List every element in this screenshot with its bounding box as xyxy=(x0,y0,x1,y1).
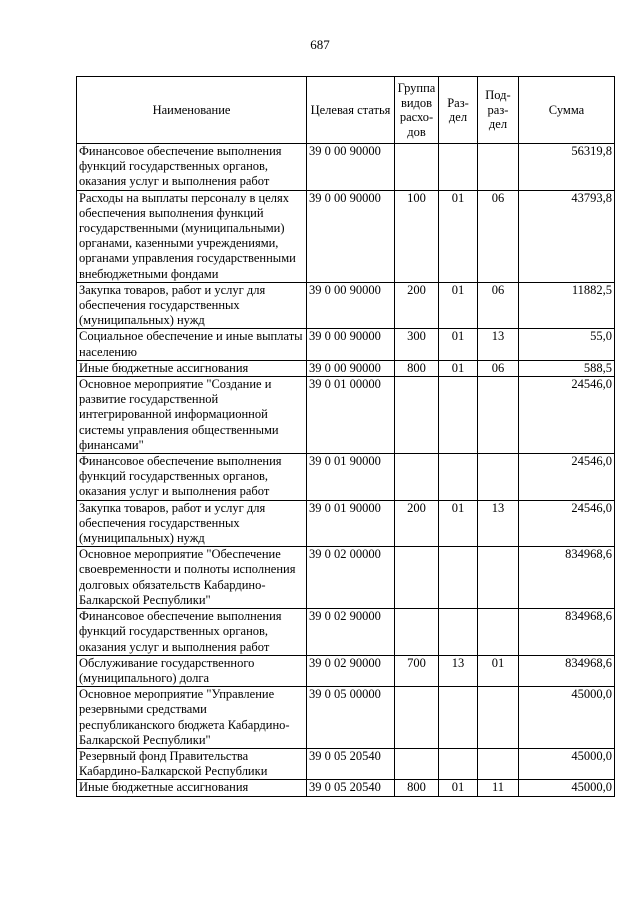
cell-subsection xyxy=(478,144,519,191)
cell-code: 39 0 00 90000 xyxy=(307,329,395,360)
cell-group: 300 xyxy=(395,329,439,360)
cell-group: 800 xyxy=(395,780,439,796)
cell-section: 01 xyxy=(439,500,478,547)
cell-name: Иные бюджетные ассигнования xyxy=(77,780,307,796)
cell-section xyxy=(439,609,478,656)
cell-name: Резервный фонд Правительства Кабардино-Балкарской Республики xyxy=(77,748,307,779)
cell-group xyxy=(395,377,439,454)
cell-section: 01 xyxy=(439,329,478,360)
header-section: Раз-дел xyxy=(439,77,478,144)
cell-subsection xyxy=(478,748,519,779)
cell-amount: 43793,8 xyxy=(519,190,615,282)
cell-amount: 45000,0 xyxy=(519,748,615,779)
table-row xyxy=(77,282,615,329)
cell-group: 100 xyxy=(395,190,439,282)
cell-name: Расходы на выплаты персоналу в целях обеспечения выполнения функций государственными (муниципальными) органами, казенными учреждениями, органами управления государственными внебюджетными фондами xyxy=(77,190,307,282)
header-row xyxy=(77,77,615,144)
table-row xyxy=(77,377,615,454)
table-row xyxy=(77,360,615,376)
table-row xyxy=(77,687,615,749)
cell-subsection: 01 xyxy=(478,655,519,686)
cell-group xyxy=(395,748,439,779)
cell-group xyxy=(395,454,439,501)
cell-code: 39 0 05 20540 xyxy=(307,780,395,796)
cell-code: 39 0 01 90000 xyxy=(307,454,395,501)
table-header xyxy=(77,77,615,144)
cell-amount: 11882,5 xyxy=(519,282,615,329)
cell-amount: 24546,0 xyxy=(519,377,615,454)
cell-group: 700 xyxy=(395,655,439,686)
table-body xyxy=(77,144,615,797)
cell-code: 39 0 01 90000 xyxy=(307,500,395,547)
cell-code: 39 0 01 00000 xyxy=(307,377,395,454)
header-group: Группа видов расхо-дов xyxy=(395,77,439,144)
cell-section xyxy=(439,547,478,609)
cell-subsection xyxy=(478,454,519,501)
cell-code: 39 0 00 90000 xyxy=(307,282,395,329)
cell-name: Закупка товаров, работ и услуг для обеспечения государственных (муниципальных) нужд xyxy=(77,500,307,547)
cell-section xyxy=(439,144,478,191)
table-row xyxy=(77,748,615,779)
cell-name: Закупка товаров, работ и услуг для обеспечения государственных (муниципальных) нужд xyxy=(77,282,307,329)
table-row xyxy=(77,329,615,360)
cell-subsection xyxy=(478,377,519,454)
cell-code: 39 0 02 90000 xyxy=(307,655,395,686)
cell-group: 800 xyxy=(395,360,439,376)
header-subsection: Под-раз-дел xyxy=(478,77,519,144)
cell-subsection xyxy=(478,687,519,749)
cell-subsection: 06 xyxy=(478,282,519,329)
cell-amount: 834968,6 xyxy=(519,655,615,686)
cell-name: Обслуживание государственного (муниципального) долга xyxy=(77,655,307,686)
cell-section xyxy=(439,454,478,501)
cell-amount: 45000,0 xyxy=(519,687,615,749)
cell-section xyxy=(439,687,478,749)
cell-subsection: 11 xyxy=(478,780,519,796)
cell-section xyxy=(439,377,478,454)
cell-subsection: 06 xyxy=(478,360,519,376)
header-name: Наименование xyxy=(77,77,307,144)
cell-section: 01 xyxy=(439,282,478,329)
cell-name: Финансовое обеспечение выполнения функций государственных органов, оказания услуг и выполнения работ xyxy=(77,454,307,501)
cell-code: 39 0 02 90000 xyxy=(307,609,395,656)
cell-amount: 834968,6 xyxy=(519,547,615,609)
table-row xyxy=(77,190,615,282)
cell-amount: 24546,0 xyxy=(519,454,615,501)
cell-amount: 56319,8 xyxy=(519,144,615,191)
cell-group xyxy=(395,609,439,656)
cell-name: Основное мероприятие "Создание и развитие государственной интегрированной информационной системы управления общественными финансами" xyxy=(77,377,307,454)
cell-amount: 45000,0 xyxy=(519,780,615,796)
table-row xyxy=(77,609,615,656)
cell-section: 01 xyxy=(439,780,478,796)
table-row xyxy=(77,500,615,547)
cell-section: 01 xyxy=(439,360,478,376)
header-code: Целевая статья xyxy=(307,77,395,144)
cell-code: 39 0 05 00000 xyxy=(307,687,395,749)
table-row xyxy=(77,780,615,796)
cell-section: 13 xyxy=(439,655,478,686)
cell-amount: 834968,6 xyxy=(519,609,615,656)
table-row xyxy=(77,144,615,191)
cell-code: 39 0 05 20540 xyxy=(307,748,395,779)
cell-code: 39 0 00 90000 xyxy=(307,360,395,376)
table-row xyxy=(77,655,615,686)
cell-amount: 588,5 xyxy=(519,360,615,376)
cell-name: Основное мероприятие "Управление резервными средствами республиканского бюджета Кабардино-Балкарской Республики" xyxy=(77,687,307,749)
cell-name: Финансовое обеспечение выполнения функций государственных органов, оказания услуг и выполнения работ xyxy=(77,144,307,191)
cell-code: 39 0 00 90000 xyxy=(307,190,395,282)
cell-name: Социальное обеспечение и иные выплаты населению xyxy=(77,329,307,360)
cell-group: 200 xyxy=(395,282,439,329)
cell-subsection xyxy=(478,609,519,656)
cell-group: 200 xyxy=(395,500,439,547)
cell-subsection xyxy=(478,547,519,609)
cell-section: 01 xyxy=(439,190,478,282)
cell-group xyxy=(395,547,439,609)
cell-section xyxy=(439,748,478,779)
cell-subsection: 13 xyxy=(478,500,519,547)
cell-code: 39 0 00 90000 xyxy=(307,144,395,191)
cell-name: Основное мероприятие "Обеспечение своевременности и полноты исполнения долговых обязательств Кабардино-Балкарской Республики" xyxy=(77,547,307,609)
cell-group xyxy=(395,687,439,749)
cell-name: Финансовое обеспечение выполнения функций государственных органов, оказания услуг и выполнения работ xyxy=(77,609,307,656)
cell-amount: 55,0 xyxy=(519,329,615,360)
cell-name: Иные бюджетные ассигнования xyxy=(77,360,307,376)
table-row xyxy=(77,454,615,501)
budget-table xyxy=(76,76,615,797)
table-row xyxy=(77,547,615,609)
header-amount: Сумма xyxy=(519,77,615,144)
cell-amount: 24546,0 xyxy=(519,500,615,547)
page-number: 687 xyxy=(310,37,330,52)
cell-subsection: 06 xyxy=(478,190,519,282)
cell-subsection: 13 xyxy=(478,329,519,360)
cell-group xyxy=(395,144,439,191)
cell-code: 39 0 02 00000 xyxy=(307,547,395,609)
